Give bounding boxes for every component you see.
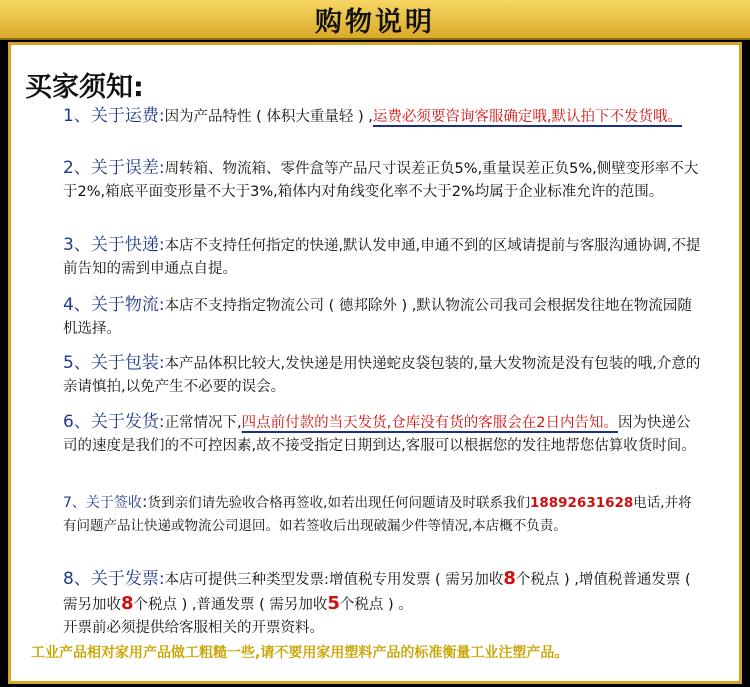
section-text: 周转箱、物流箱、零件盒等产品尺寸误差正负5%,重量误差正负5%,侧壁变形率不大于2%,箱底平面变形量不大于3%,箱体内对角线变化率不大于2%均属于企业标准允许的范围。 <box>63 161 699 200</box>
title-banner <box>0 0 750 40</box>
shipping-fee-notice: 运费必须要咨询客服确定哦, <box>372 109 552 125</box>
section-label: 关于误差 <box>90 158 159 178</box>
section-text-5: 开票前必须提供给客服相关的开票资料。 <box>63 620 324 636</box>
section-text-3: 个税点 ) ,普通发票 ( 需另加收 <box>133 597 328 613</box>
section-text: 本店可提供三种类型发票:增值税专用发票 ( 需另加收 <box>164 572 504 588</box>
section-invoice <box>63 567 703 640</box>
tax-rate-normal: 5 <box>327 593 340 614</box>
section-colon: : <box>158 412 165 432</box>
section-label: 关于运费 <box>90 106 159 126</box>
footer-note: 工业产品相对家用产品做工粗糙一些,请不要用家用塑料产品的标准衡量工业注塑产品。 <box>31 645 569 661</box>
section-label: 关于快递 <box>90 235 159 255</box>
section-colon: : <box>158 569 165 589</box>
section-colon: : <box>158 158 165 178</box>
no-ship-notice: 默认拍下不发货哦。 <box>551 109 683 125</box>
section-label: 关于发票 <box>90 569 159 589</box>
section-colon: : <box>158 295 165 315</box>
tax-rate-vat-special: 8 <box>503 568 516 589</box>
section-shipping-fee <box>63 105 703 129</box>
section-number: 3、 <box>63 235 91 255</box>
section-logistics <box>63 294 703 341</box>
section-label: 关于包装 <box>90 353 159 373</box>
section-text-4: 个税点 ) 。 <box>339 597 413 613</box>
section-number: 1、 <box>63 106 91 126</box>
section-text: 正常情况下, <box>164 415 242 431</box>
section-tolerance <box>63 157 703 204</box>
section-number: 6、 <box>63 412 91 432</box>
delivery-time-notice: 四点前付款的当天发货,仓库没有货的客服会在2日内告知。 <box>241 415 619 431</box>
section-text: 货到亲们请先验收合格再签收,如若出现任何问题请及时联系我们 <box>147 495 530 511</box>
section-colon: : <box>158 235 165 255</box>
section-number: 5、 <box>63 353 91 373</box>
section-text: 本店不支持指定物流公司 ( 德邦除外 ) ,默认物流公司我司会根据发往地在物流园随机选择。 <box>63 298 692 337</box>
section-text: 本店不支持任何指定的快递,默认发申通,申通不到的区域请提前与客服沟通协调,不提前告知的需到申通点自提。 <box>63 238 701 277</box>
section-express <box>63 234 703 281</box>
section-label: 关于物流 <box>90 295 159 315</box>
section-label: 关于发货 <box>90 412 159 432</box>
notice-heading: 买家须知: <box>25 72 144 103</box>
phone-number: 18892631628 <box>529 495 634 511</box>
tax-rate-vat-normal: 8 <box>121 593 134 614</box>
section-text-2: 个税点 ) ,增值税普通发票 ( 需另加收 <box>63 572 691 613</box>
section-packaging <box>63 352 703 399</box>
banner-title: 购物说明 <box>315 6 435 38</box>
section-colon: : <box>158 106 165 126</box>
section-number: 8、 <box>63 569 91 589</box>
section-number: 2、 <box>63 158 91 178</box>
section-colon: : <box>158 353 165 373</box>
section-colon: : <box>141 492 148 512</box>
section-text-2: 因为快递公司的速度是我们的不可控因素,故不接受指定日期到达,客服可以根据您的发往地帮您估算收货时间。 <box>63 415 696 454</box>
section-signing <box>63 491 703 538</box>
section-number: 4、 <box>63 295 91 315</box>
section-delivery <box>63 411 703 458</box>
section-number: 7、 <box>63 495 86 511</box>
section-label: 关于签收 <box>85 495 142 511</box>
notice-panel <box>8 42 742 684</box>
section-text-2: 电话,并将有问题产品让快递或物流公司退回。如若签收后出现破漏少件等情况,本店概不负责。 <box>63 495 692 534</box>
section-text: 因为产品特性 ( 体积大重量轻 ) , <box>164 109 373 125</box>
section-text: 本产品体积比较大,发快递是用快递蛇皮袋包装的,量大发物流是没有包装的哦,介意的亲请慎拍,以免产生不必要的误会。 <box>63 356 701 395</box>
